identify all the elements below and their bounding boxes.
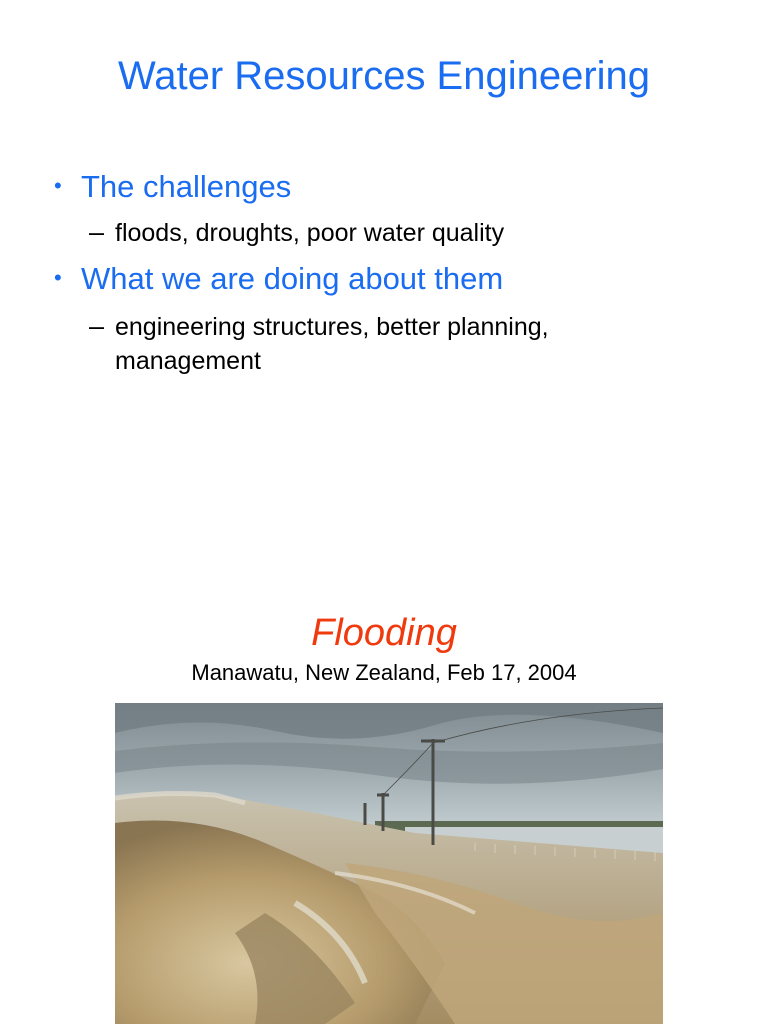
flood-photo-illustration [115, 703, 663, 1024]
sub-text-line-1: engineering structures, better planning, [115, 313, 549, 341]
sub-bullet-actions [89, 309, 549, 378]
sub-text: floods, droughts, poor water quality [115, 219, 505, 247]
sub-dash: – [89, 217, 105, 247]
sub-text-line-2: management [115, 347, 261, 375]
bullet-dot: • [54, 173, 62, 198]
flood-caption: Manawatu, New Zealand, Feb 17, 2004 [191, 660, 577, 685]
bullet-challenges [54, 168, 291, 205]
bullet-actions [54, 260, 503, 297]
sub-dash: – [89, 311, 105, 341]
flood-photo [115, 703, 663, 1024]
flood-title: Flooding [311, 612, 457, 654]
bullet-dot: • [54, 265, 62, 290]
bullet-text: The challenges [81, 169, 292, 204]
sub-bullet-challenges [89, 215, 504, 250]
slide-title: Water Resources Engineering [117, 54, 651, 98]
bullet-text: What we are doing about them [81, 261, 504, 296]
